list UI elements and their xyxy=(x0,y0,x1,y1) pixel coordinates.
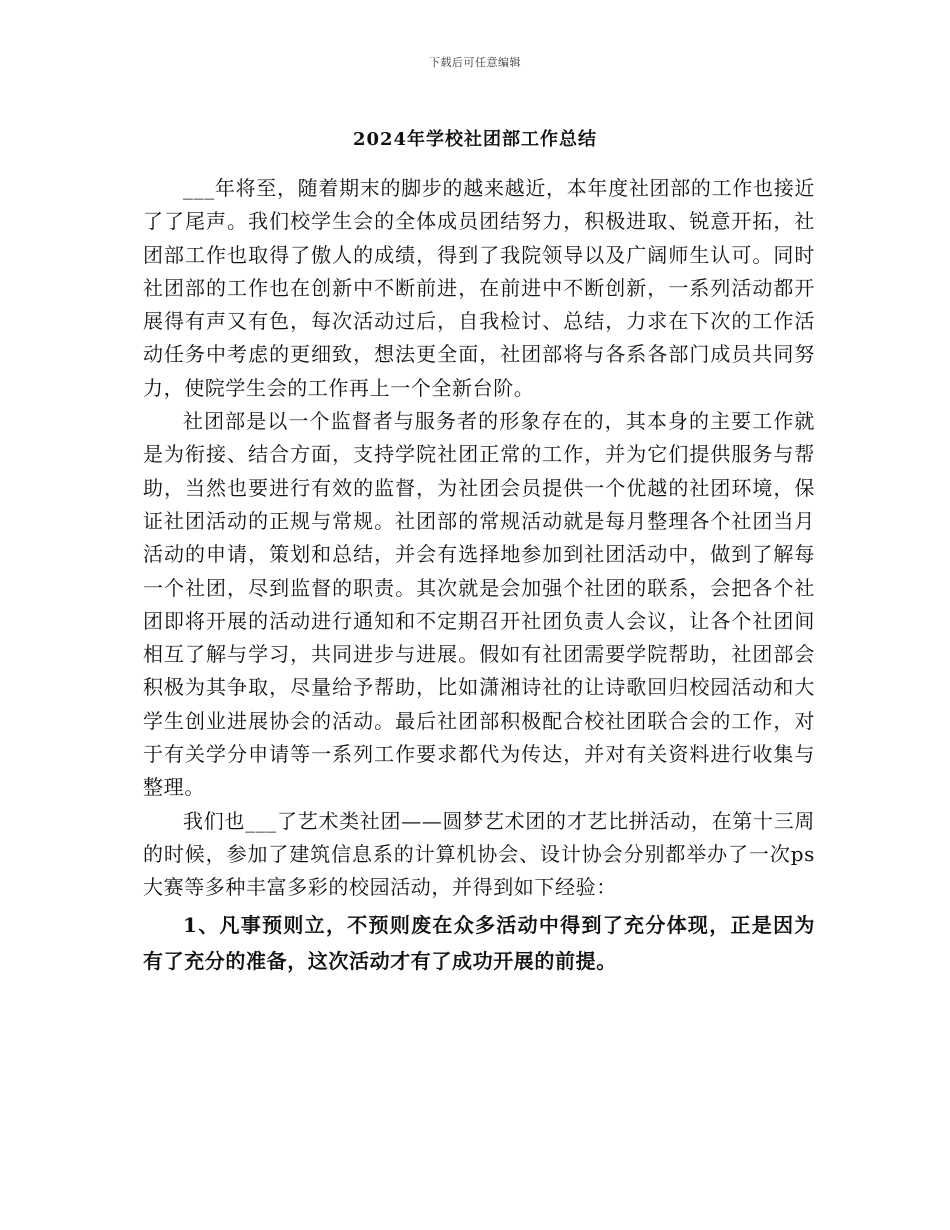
paragraph-lesson-1: 1、凡事预则立，不预则废在众多活动中得到了充分体现，正是因为有了充分的准备，这次活动才有了成功开展的前提。 xyxy=(143,912,815,973)
document-body xyxy=(143,172,815,979)
page-header-note: 下载后可任意编辑 xyxy=(429,56,521,69)
paragraph-intro: ___年将至，随着期末的脚步的越来越近，本年度社团部的工作也接近了了尾声。我们校学生会的全体成员团结努力，积极进取、锐意开拓，社团部工作也取得了傲人的成绩，得到了我院领导以及广阔师生认可。同时社团部的工作也在创新中不断前进，在前进中不断创新，一系列活动都开展得有声又有色，每次活动过后，自我检讨、总结，力求在下次的工作活动任务中考虑的更细致，想法更全面，社团部将与各系各部门成员共同努力，使院学生会的工作再上一个全新台阶。 xyxy=(143,176,815,400)
document-title: 2024年学校社团部工作总结 xyxy=(352,129,598,150)
paragraph-activities: 我们也___了艺术类社团——圆梦艺术团的才艺比拼活动，在第十三周的时候，参加了建筑信息系的计算机协会、设计协会分别都举办了一次ps大赛等多种丰富多彩的校园活动，并得到如下经验： xyxy=(143,808,815,900)
paragraph-role: 社团部是以一个监督者与服务者的形象存在的，其本身的主要工作就是为衔接、结合方面，支持学院社团正常的工作，并为它们提供服务与帮助，当然也要进行有效的监督，为社团会员提供一个优越的社团环境，保证社团活动的正规与常规。社团部的常规活动就是每月整理各个社团当月活动的申请，策划和总结，并会有选择地参加到社团活动中，做到了解每一个社团，尽到监督的职责。其次就是会加强个社团的联系，会把各个社团即将开展的活动进行通知和不定期召开社团负责人会议，让各个社团间相互了解与学习，共同进步与进展。假如有社团需要学院帮助，社团部会积极为其争取，尽量给予帮助，比如潇湘诗社的让诗歌回归校园活动和大学生创业进展协会的活动。最后社团部积极配合校社团联合会的工作，对于有关学分申请等一系列工作要求都代为传达，并对有关资料进行收集与整理。 xyxy=(143,409,815,800)
